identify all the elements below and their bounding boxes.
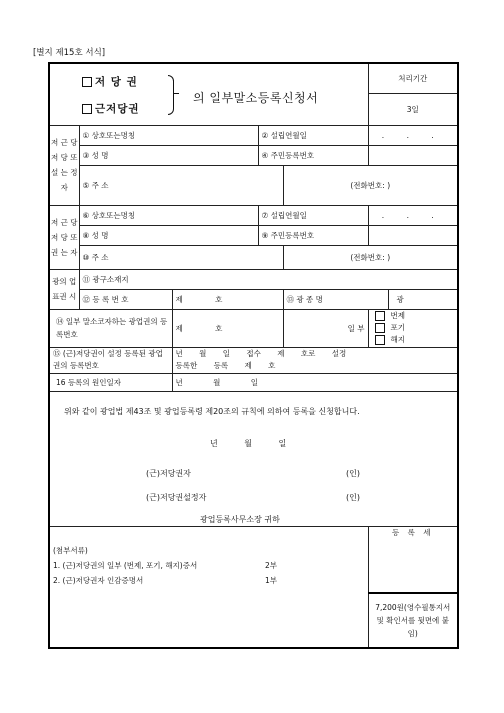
form-title [49, 63, 368, 125]
form-number-label: [별지 제15호 서식] [33, 48, 106, 58]
fee-label: 등 록 세 [368, 526, 458, 593]
mortgagee-section-label: 저 근 당 저 당 또 설 는 정 자 [49, 125, 79, 205]
fee-value: 7,200원(영수필통지서 및 확인서를 뒷면에 붙임) [368, 593, 458, 648]
partial-cancel-registration-field[interactable]: 제 호 [172, 309, 283, 347]
mortgagor-resident-number-label: ⑨ 주민등록번호 [258, 225, 368, 245]
attachment-item-1-copies: 2부 [265, 560, 278, 570]
brace-icon [168, 75, 174, 115]
page-title: 의 일부말소등록신청서 [193, 91, 319, 105]
cause-date-label: 16 등록의 원인일자 [49, 373, 172, 391]
registration-number-label: ⑫ 등 록 번 호 [79, 289, 172, 309]
applicant-mortgagor-label: (근)저당권설정자 [146, 492, 207, 502]
title-option-mortgage: 저 당 권 [82, 74, 138, 89]
mortgaged-right-registration-label: ⑮ (근)저당권이 설정 등록된 광업권의 등록번호 [49, 347, 172, 373]
mortgagee-address-field[interactable]: ⑤ 주 소 [79, 165, 283, 205]
checkbox-icon[interactable] [375, 335, 385, 345]
brace-tip-icon [173, 93, 179, 94]
registration-number-field[interactable]: 제 호 [172, 289, 283, 309]
cause-date-field[interactable]: 년 월 일 [172, 373, 458, 391]
checkbox-icon[interactable] [82, 77, 92, 87]
mineral-type-label: ⑬ 광 종 명 [283, 289, 388, 309]
registration-line-2: 등록한 등록 제 호 [175, 361, 276, 370]
applicant-mortgagee-seal: (인) [346, 468, 360, 478]
mortgagor-established-date-field[interactable]: . . . [368, 205, 458, 225]
mortgagor-section-label: 저 근 당 저 당 또 권 는 자 [49, 205, 79, 269]
registration-line-1: 년 월 일 접수 제 호로 설정 [175, 349, 347, 358]
partial-label: 일 부 [283, 309, 368, 347]
mortgagee-established-date-label: ② 설립연월일 [258, 125, 368, 145]
mortgagor-address-field[interactable]: ⑩ 주 소 [79, 245, 283, 269]
mortgagor-phone-field[interactable]: (전화번호: ) [283, 245, 458, 269]
partial-options [368, 309, 458, 347]
mining-location-field[interactable]: ⑪ 광구소재지 [79, 269, 458, 289]
attachment-item-1: 1. (근)저당권의 일부 (번제, 포기, 해지)증서 [53, 560, 198, 570]
option-waiver: 포기 [390, 323, 405, 332]
mortgagee-established-date-field[interactable]: . . . [368, 125, 458, 145]
mortgagor-company-name-field[interactable]: ⑥ 상호또는명칭 [79, 205, 258, 225]
declaration-text: 위와 같이 광업법 제43조 및 광업등록령 제20조의 규칙에 의하여 등록을 신청합니다. [64, 406, 360, 416]
processing-period-label: 처리기간 [368, 63, 458, 93]
checkbox-icon[interactable] [375, 323, 385, 333]
option-repayment: 번제 [390, 311, 405, 320]
mineral-type-suffix: 광 [396, 294, 404, 304]
attachment-item-2: 2. (근)저당권자 인감증명서 [53, 575, 144, 585]
mortgagee-name-field[interactable]: ③ 성 명 [79, 145, 258, 165]
mortgagor-name-field[interactable]: ⑧ 성 명 [79, 225, 258, 245]
checkbox-icon[interactable] [82, 104, 92, 114]
recipient-label: 광업등록사무소장 귀하 [200, 514, 280, 524]
attachment-item-2-copies: 1부 [265, 575, 278, 585]
applicant-mortgagor-seal: (인) [346, 492, 360, 502]
processing-period-value: 3일 [368, 93, 458, 125]
mortgagee-phone-field[interactable]: (전화번호: ) [283, 165, 458, 205]
title-option-root-mortgage: 근저당권 [82, 101, 140, 116]
attachments-title: (첨부서류) [53, 545, 88, 555]
application-form [48, 62, 459, 649]
mortgagee-resident-number-field[interactable] [368, 145, 458, 165]
partial-cancel-registration-label: ⑭ 일부 말소코자하는 광업권의 등록번호 [49, 309, 172, 347]
declaration-block [49, 391, 458, 526]
attachments-block [49, 526, 368, 648]
checkbox-icon[interactable] [375, 311, 385, 321]
option-termination: 해지 [390, 335, 405, 344]
declaration-date[interactable]: 년 월 일 [210, 438, 287, 448]
mortgagee-resident-number-label: ④ 주민등록번호 [258, 145, 368, 165]
mining-right-section-label: 광의 업표권 시 [49, 269, 79, 309]
mineral-type-field[interactable] [388, 289, 458, 309]
applicant-mortgagee-label: (근)저당권자 [146, 468, 191, 478]
mortgagee-company-name-field[interactable]: ① 상호또는명칭 [79, 125, 258, 145]
mortgaged-right-registration-field[interactable] [172, 347, 458, 373]
mortgagor-resident-number-field[interactable] [368, 225, 458, 245]
mortgagor-established-date-label: ⑦ 설립연월일 [258, 205, 368, 225]
